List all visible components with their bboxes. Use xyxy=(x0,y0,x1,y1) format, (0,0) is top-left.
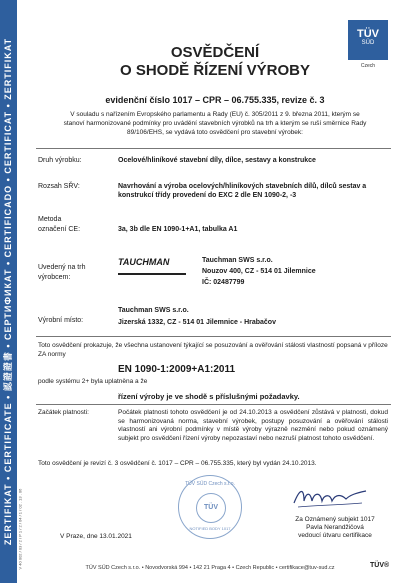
divider xyxy=(36,404,391,405)
footer-logo: TÜV® xyxy=(370,562,390,569)
tuv-seal xyxy=(178,475,242,539)
divider xyxy=(36,148,391,149)
method-value: 3a, 3b dle EN 1090-1+A1, tabulka A1 xyxy=(118,226,238,233)
standard: EN 1090-1:2009+A1:2011 xyxy=(118,364,236,375)
logo-line1: TÜV xyxy=(357,28,379,40)
product-label: Druh výrobku: xyxy=(38,157,82,164)
statement-text: Toto osvědčení prokazuje, že všechna ustanovení týkající se posuzování a ověřování stálosti vlastností popsaná v příloze ZA normy xyxy=(38,342,388,358)
validity-label: Začátek platnosti: xyxy=(38,409,89,416)
logo-caption: Czech xyxy=(360,63,376,69)
validity-text: Počátek platnosti tohoto osvědčení je od 24.10.2013 a osvědčení zůstává v platnosti, dokud se harmonizovaná norma, stavební výrobek, postupy posuzování a ověřování stálosti vlastností ani výrobní podmínky v místě výroby výrazně nezmění nebo pokud oznámený subjekt pro osvědčení řízení výroby nepozastaví nebo nezruší platnost tohoto osvědčení. xyxy=(118,409,388,442)
site-address: Jizerská 1332, CZ - 514 01 Jilemnice - Hrabačov xyxy=(118,319,276,326)
logo-line2: SÜD xyxy=(361,40,375,46)
certificate-sidebar xyxy=(0,0,17,583)
certificate-number: evidenční číslo 1017 – CPR – 06.755.335, revize č. 3 xyxy=(105,95,325,105)
divider xyxy=(36,336,391,337)
manufacturer-ico: IČ: 02487799 xyxy=(202,279,245,286)
replaces-text: Toto osvědčení je revizí č. 3 osvědčení č. 1017 – CPR – 06.755.335, který byl vydán 24.10.2013. xyxy=(38,460,317,467)
seal-center: TÜV xyxy=(196,493,226,523)
signatory-line2: Pavla Nerandžičová xyxy=(306,524,364,531)
site-name: Tauchman SWS s.r.o. xyxy=(118,307,189,314)
scope-value: Navrhování a výroba ocelových/hliníkových stavebních dílů, dílců sestav a konstrukcí třídy provedení do EXC 2 dle EN 1090-2, -3 xyxy=(118,183,367,199)
signatory-line3: vedoucí útvaru certifikace xyxy=(298,532,372,539)
intro-text: V souladu s nařízením Evropského parlamentu a Rady (EU) č. 305/2011 z 9. března 2011, kterým se stanoví harmonizované podmínky pro uvádění stavebních výrobků na trh a kterým se ruší směrnice Rady 89/106/EHS, se vydává toto osvědčení pro stavební výrobek: xyxy=(63,111,367,136)
place-date: V Praze, dne 13.01.2021 xyxy=(60,533,132,540)
sidebar-certificate-text: ZERTIFIKAT • CERTIFICATE • 認證證書 • СЕРТИФИКАТ • CERTIFICADO • CERTIFICAT • ZERTIFIKAT xyxy=(3,37,13,546)
title-line1: OSVĚDČENÍ xyxy=(170,44,260,61)
manufacturer-label-1: Uvedený na trh xyxy=(38,264,86,271)
conclusion: řízení výroby je ve shodě s příslušnými požadavky. xyxy=(118,392,300,401)
signature xyxy=(290,483,370,513)
signatory-line1: Za Oznámený subjekt 1017 xyxy=(295,516,375,523)
method-label-2: označení CE: xyxy=(38,226,81,233)
seal-top-text: TÜV SÜD Czech s.r.o. xyxy=(185,481,235,487)
manufacturer-label-2: výrobcem: xyxy=(38,274,71,281)
manufacturer-name: Tauchman SWS s.r.o. xyxy=(202,257,273,264)
title-line2: O SHODĚ ŘÍZENÍ VÝROBY xyxy=(119,62,311,79)
manufacturer-logo: TAUCHMAN xyxy=(118,257,186,275)
method-label-1: Metoda xyxy=(38,216,62,223)
document-code-text: V 40 002 / 03 / 2 / P 1 / 2 / 04 / 1 / 02 . 13 . 06 xyxy=(17,488,23,570)
manufacturer-street: Nouzov 400, CZ - 514 01 Jilemnice xyxy=(202,268,316,275)
site-label: Výrobní místo: xyxy=(38,317,84,324)
statement-line2: podle systému 2+ byla uplatněna a že xyxy=(38,378,148,385)
footer-text: TÜV SÜD Czech s.r.o. • Novodvorská 994 • 142 21 Praga 4 • Czech Republic • certifikace@tuv-sud.cz xyxy=(85,565,335,571)
document-code xyxy=(17,380,24,570)
product-value: Ocelové/hliníkové stavební díly, dílce, sestavy a konstrukce xyxy=(118,157,316,164)
seal-bottom-text: NOTIFIED BODY 1017 xyxy=(189,526,231,531)
scope-label: Rozsah SŘV: xyxy=(38,183,80,190)
